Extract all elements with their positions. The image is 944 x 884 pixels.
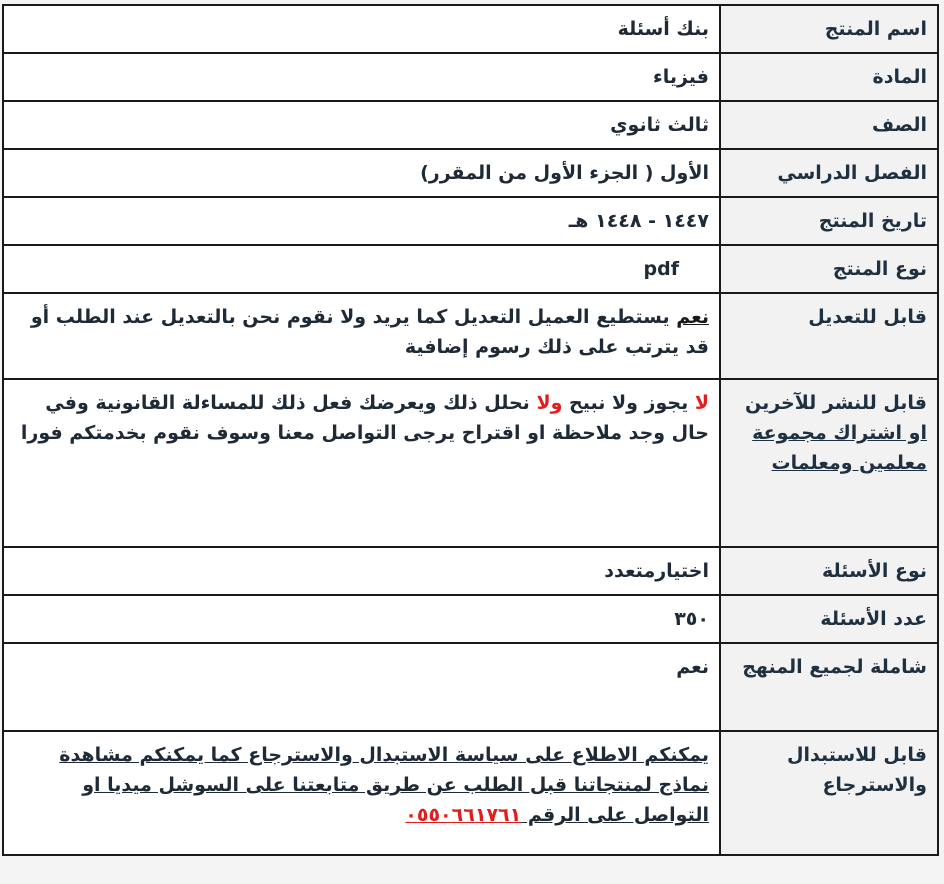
row-value: بنك أسئلة bbox=[3, 5, 720, 53]
row-value: ثالث ثانوي bbox=[3, 101, 720, 149]
row-label: عدد الأسئلة bbox=[720, 595, 938, 643]
row-label bbox=[720, 379, 938, 547]
editable-yes: نعم bbox=[676, 306, 709, 328]
table-row bbox=[3, 53, 938, 101]
publish-label-part2: او اشتراك مجموعة معلمين ومعلمات bbox=[752, 422, 927, 474]
table-row bbox=[3, 5, 938, 53]
row-value: pdf bbox=[3, 245, 720, 293]
row-value: الأول ( الجزء الأول من المقرر) bbox=[3, 149, 720, 197]
table-row bbox=[3, 197, 938, 245]
publish-red-1: لا bbox=[694, 392, 709, 414]
row-label: قابل للتعديل bbox=[720, 293, 938, 379]
row-label: الفصل الدراسي bbox=[720, 149, 938, 197]
row-label: قابل للاستبدال والاسترجاع bbox=[720, 731, 938, 855]
publish-text-1: يجوز ولا نبيح bbox=[562, 392, 695, 414]
row-value: اختيارمتعدد bbox=[3, 547, 720, 595]
row-value bbox=[3, 731, 720, 855]
row-value: فيزياء bbox=[3, 53, 720, 101]
row-value: ١٤٤٧ - ١٤٤٨ هـ bbox=[3, 197, 720, 245]
table-row bbox=[3, 101, 938, 149]
phone-number[interactable]: ٠٥٥٠٦٦١٧٦١ bbox=[405, 804, 522, 826]
row-label: شاملة لجميع المنهج bbox=[720, 643, 938, 731]
row-label: نوع الأسئلة bbox=[720, 547, 938, 595]
row-value bbox=[3, 379, 720, 547]
row-label: المادة bbox=[720, 53, 938, 101]
table-row bbox=[3, 149, 938, 197]
table-row bbox=[3, 547, 938, 595]
product-info-table bbox=[2, 4, 939, 856]
publish-label-part1: قابل للنشر للآخرين bbox=[744, 392, 927, 414]
table-row bbox=[3, 595, 938, 643]
table-row bbox=[3, 245, 938, 293]
row-value: ٣٥٠ bbox=[3, 595, 720, 643]
row-label: تاريخ المنتج bbox=[720, 197, 938, 245]
publish-red-2: ولا bbox=[536, 392, 563, 414]
table-row bbox=[3, 731, 938, 855]
publish-text-2: نحلل ذلك ويعرضك فعل ذلك للمساءلة القانونية وفي حال وجد ملاحظة او اقتراح يرجى التواصل معنا وسوف نقوم بخدمتكم فورا bbox=[20, 392, 709, 444]
row-label: الصف bbox=[720, 101, 938, 149]
table-row bbox=[3, 293, 938, 379]
row-label: نوع المنتج bbox=[720, 245, 938, 293]
editable-text: يستطيع العميل التعديل كما يريد ولا نقوم نحن بالتعديل عند الطلب أو قد يترتب على ذلك رسوم إضافية bbox=[30, 306, 709, 358]
row-label: اسم المنتج bbox=[720, 5, 938, 53]
row-value bbox=[3, 293, 720, 379]
table-row bbox=[3, 379, 938, 547]
exchange-policy-link[interactable]: يمكنكم الاطلاع على سياسة الاستبدال والاسترجاع كما يمكنكم مشاهدة نماذج لمنتجاتنا قبل الطلب عن طريق متابعتنا على السوشل ميديا او التواصل على الرقم bbox=[59, 744, 709, 826]
table-row bbox=[3, 643, 938, 731]
row-value: نعم bbox=[3, 643, 720, 731]
